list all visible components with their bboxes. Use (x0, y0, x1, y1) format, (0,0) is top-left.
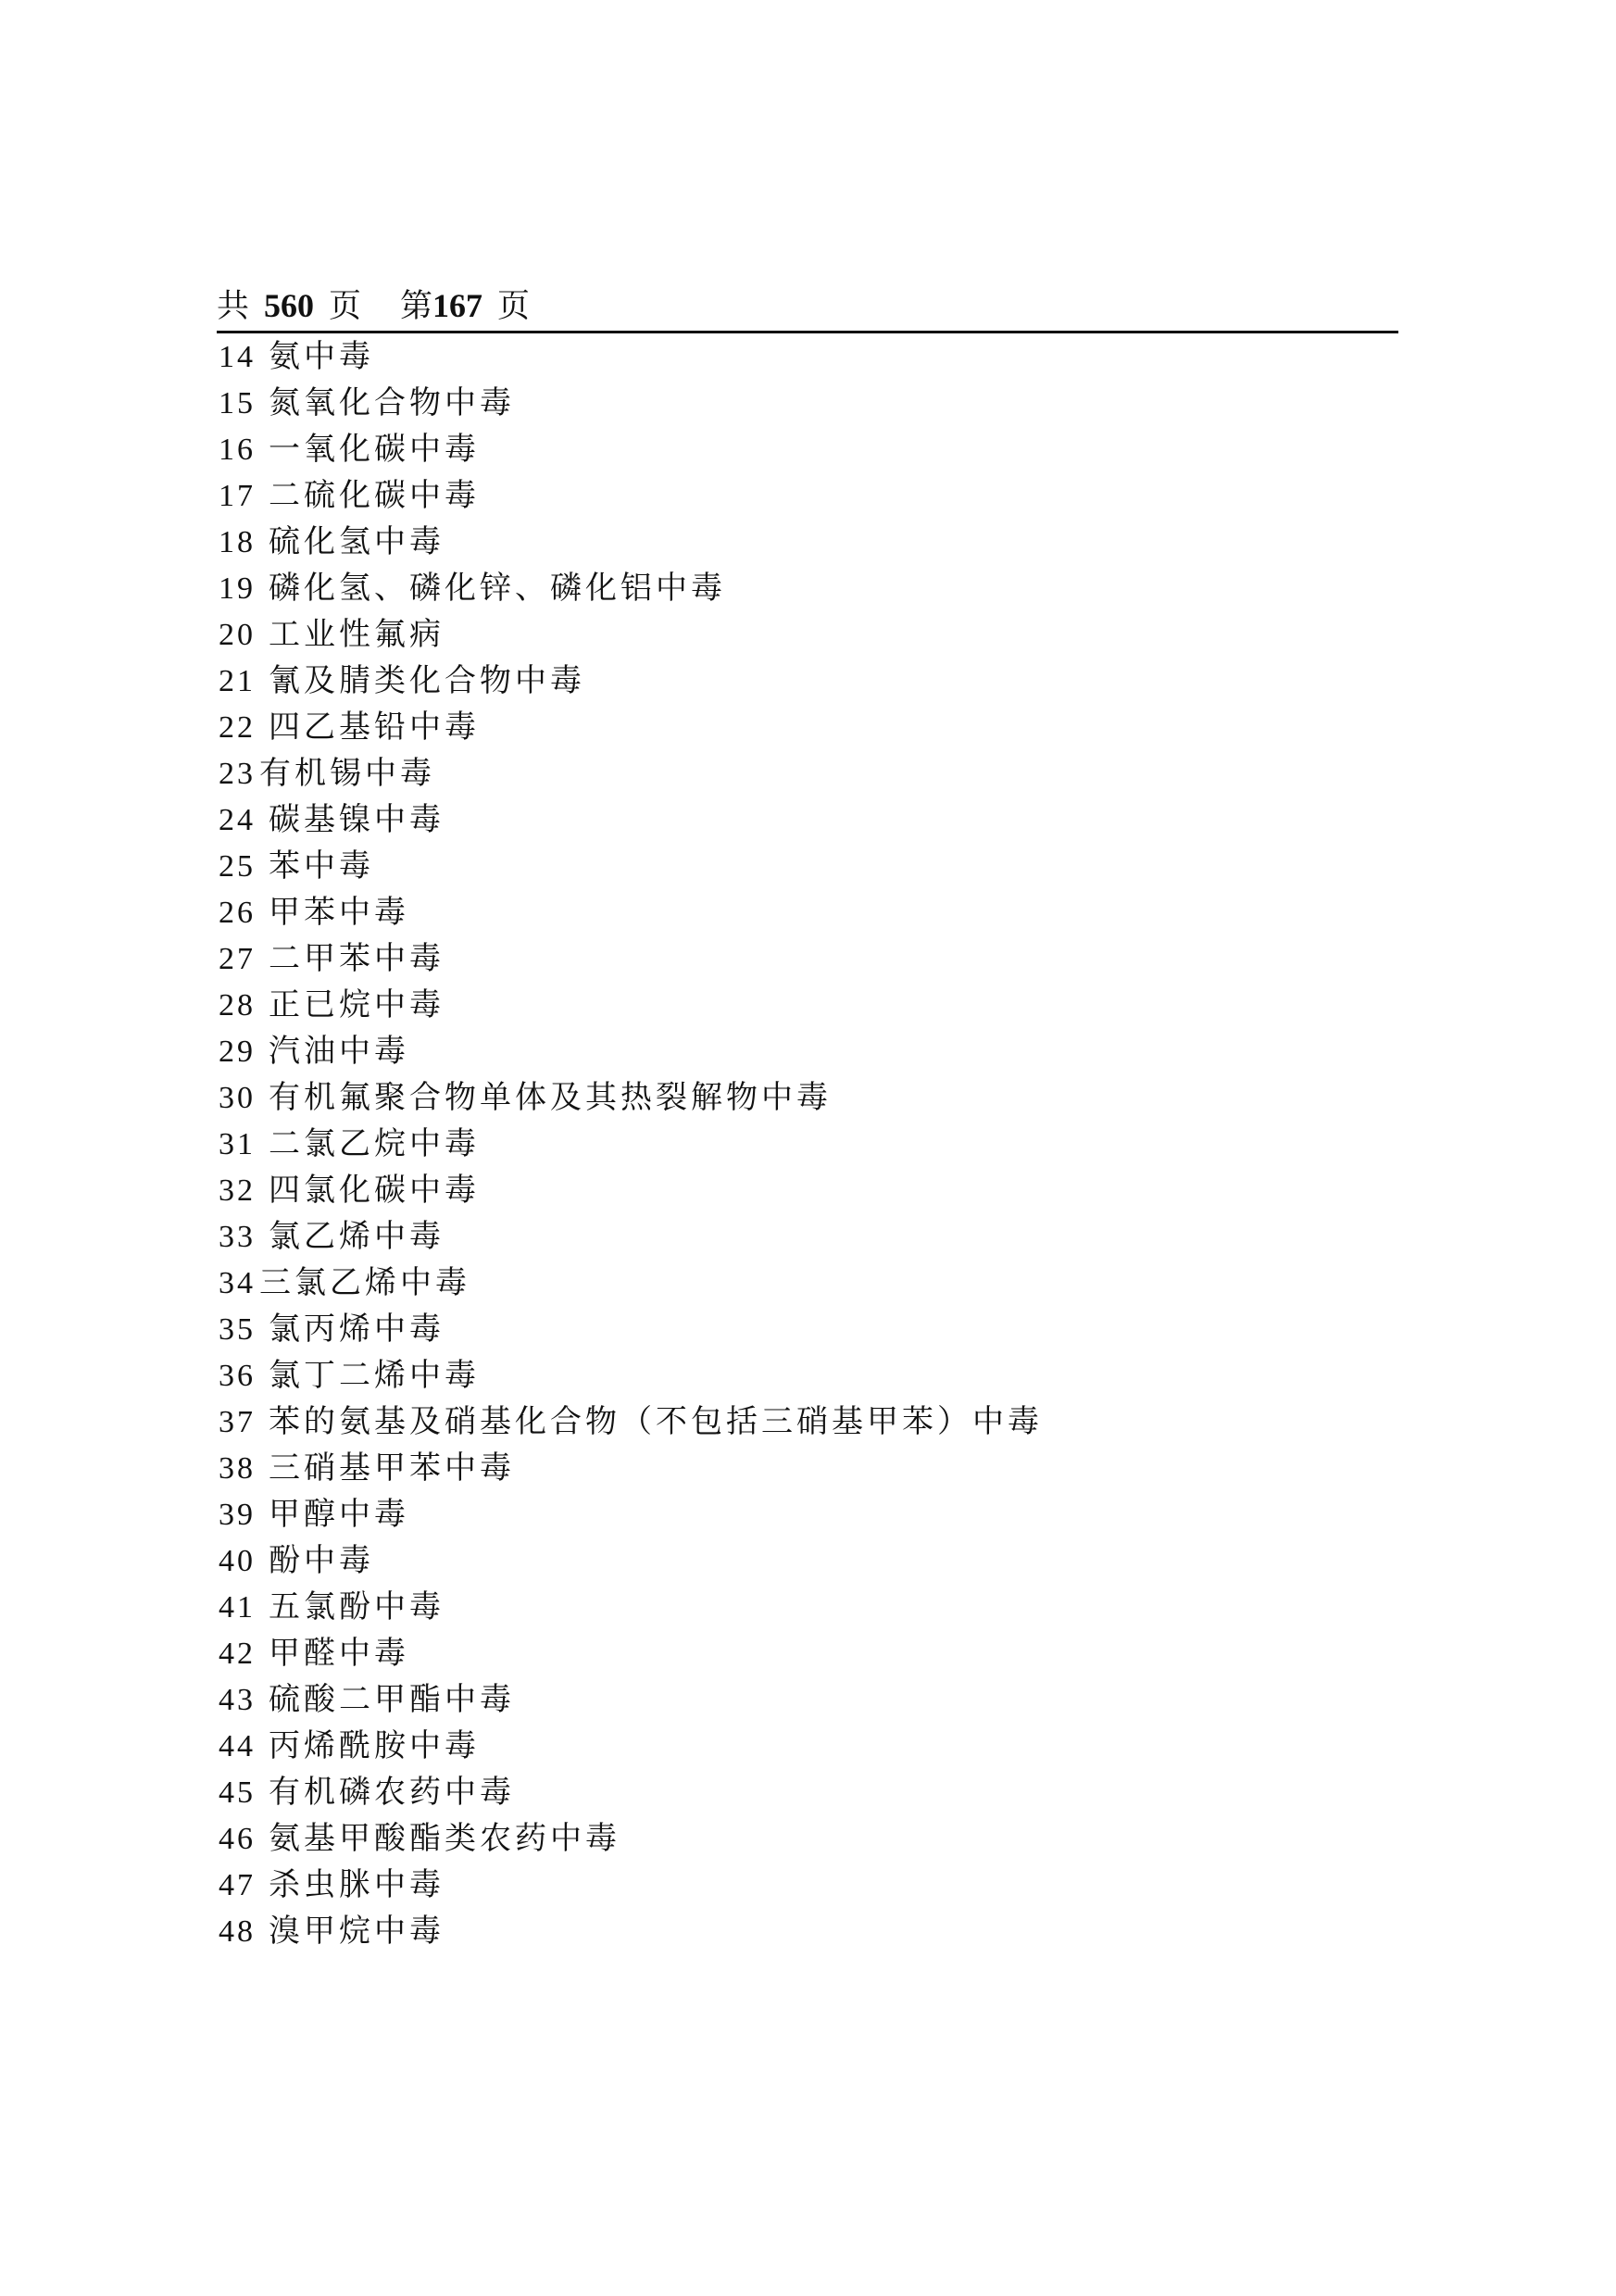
item-text: 酚中毒 (269, 1542, 374, 1579)
item-number: 15 (219, 386, 256, 420)
item-number: 46 (219, 1822, 256, 1856)
list-item (219, 426, 1043, 472)
current-prefix: 第 (400, 288, 433, 325)
item-text: 氯丁二烯中毒 (269, 1357, 480, 1394)
item-number: 24 (219, 803, 256, 837)
total-pages: 560 (264, 287, 315, 324)
item-text: 丙烯酰胺中毒 (269, 1727, 480, 1764)
list-item (219, 1260, 1043, 1306)
item-number: 27 (219, 942, 256, 976)
list-item (219, 704, 1043, 750)
list-item (219, 1862, 1043, 1908)
list-item (219, 843, 1043, 889)
item-number: 36 (219, 1359, 256, 1393)
item-number: 37 (219, 1405, 256, 1439)
item-number: 41 (219, 1590, 256, 1625)
item-text: 溴甲烷中毒 (269, 1913, 445, 1950)
list-item (219, 1352, 1043, 1399)
item-number: 21 (219, 664, 256, 698)
list-item (219, 750, 1043, 797)
list-item (219, 935, 1043, 982)
item-number: 19 (219, 571, 256, 606)
list-item (219, 1306, 1043, 1352)
item-number: 35 (219, 1312, 256, 1347)
list-item (219, 1121, 1043, 1167)
list-item (219, 797, 1043, 843)
total-prefix: 共 (217, 288, 250, 325)
item-text: 四氯化碳中毒 (269, 1172, 480, 1209)
page-count (217, 285, 530, 327)
item-number: 32 (219, 1173, 256, 1208)
current-page: 167 (432, 287, 483, 324)
list-item (219, 1908, 1043, 1954)
list-item (219, 1676, 1043, 1723)
list-item (219, 889, 1043, 935)
item-number: 43 (219, 1683, 256, 1717)
list-item (219, 1815, 1043, 1862)
list-item (219, 565, 1043, 611)
item-number: 42 (219, 1637, 256, 1671)
list-item (219, 1074, 1043, 1121)
item-text: 杀虫脒中毒 (269, 1866, 445, 1903)
item-number: 48 (219, 1914, 256, 1949)
list-item (219, 1584, 1043, 1630)
list-item (219, 1445, 1043, 1491)
item-text: 三硝基甲苯中毒 (269, 1449, 515, 1487)
item-text: 有机锡中毒 (259, 755, 435, 792)
item-number: 45 (219, 1775, 256, 1810)
list-item (219, 1769, 1043, 1815)
item-number: 23 (219, 757, 256, 791)
page-header (217, 278, 1398, 333)
item-number: 25 (219, 849, 256, 884)
item-text: 氨基甲酸酯类农药中毒 (269, 1820, 620, 1857)
disease-list (219, 333, 1043, 1954)
item-text: 工业性氟病 (269, 616, 445, 653)
item-text: 氰及腈类化合物中毒 (269, 662, 585, 699)
item-number: 30 (219, 1081, 256, 1115)
list-item (219, 1399, 1043, 1445)
item-text: 硫化氢中毒 (269, 523, 445, 560)
item-text: 甲醇中毒 (269, 1496, 409, 1533)
list-item (219, 333, 1043, 380)
list-item (219, 1630, 1043, 1676)
list-item (219, 1537, 1043, 1584)
item-number: 17 (219, 479, 256, 513)
item-text: 二氯乙烷中毒 (269, 1125, 480, 1162)
item-text: 甲苯中毒 (269, 894, 409, 931)
item-text: 三氯乙烯中毒 (259, 1264, 470, 1301)
item-number: 47 (219, 1868, 256, 1902)
total-suffix: 页 (329, 288, 362, 325)
item-number: 18 (219, 525, 256, 559)
list-item (219, 1167, 1043, 1213)
item-text: 有机磷农药中毒 (269, 1774, 515, 1811)
item-text: 正已烷中毒 (269, 986, 445, 1023)
item-number: 31 (219, 1127, 256, 1161)
item-number: 14 (219, 340, 256, 374)
item-text: 一氧化碳中毒 (269, 431, 480, 468)
item-text: 磷化氢、磷化锌、磷化铝中毒 (269, 570, 726, 607)
list-item (219, 472, 1043, 519)
item-number: 26 (219, 896, 256, 930)
current-suffix: 页 (497, 288, 531, 325)
item-text: 硫酸二甲酯中毒 (269, 1681, 515, 1718)
list-item (219, 1723, 1043, 1769)
item-number: 39 (219, 1498, 256, 1532)
item-text: 氯丙烯中毒 (269, 1311, 445, 1348)
item-number: 28 (219, 988, 256, 1023)
list-item (219, 1213, 1043, 1260)
item-text: 二甲苯中毒 (269, 940, 445, 977)
list-item (219, 1028, 1043, 1074)
item-text: 汽油中毒 (269, 1033, 409, 1070)
item-number: 29 (219, 1035, 256, 1069)
item-text: 氮氧化合物中毒 (269, 384, 515, 421)
list-item (219, 519, 1043, 565)
item-text: 有机氟聚合物单体及其热裂解物中毒 (269, 1079, 832, 1116)
item-text: 二硫化碳中毒 (269, 477, 480, 514)
item-text: 五氯酚中毒 (269, 1588, 445, 1625)
list-item (219, 611, 1043, 658)
item-text: 氨中毒 (269, 338, 374, 375)
item-number: 33 (219, 1220, 256, 1254)
list-item (219, 380, 1043, 426)
item-number: 22 (219, 710, 256, 745)
list-item (219, 1491, 1043, 1537)
item-number: 44 (219, 1729, 256, 1763)
item-text: 甲醛中毒 (269, 1635, 409, 1672)
list-item (219, 982, 1043, 1028)
item-number: 16 (219, 433, 256, 467)
list-item (219, 658, 1043, 704)
item-text: 苯中毒 (269, 847, 374, 885)
item-number: 34 (219, 1266, 256, 1300)
item-number: 20 (219, 618, 256, 652)
item-text: 碳基镍中毒 (269, 801, 445, 838)
item-number: 40 (219, 1544, 256, 1578)
item-number: 38 (219, 1451, 256, 1486)
item-text: 四乙基铅中毒 (269, 709, 480, 746)
item-text: 氯乙烯中毒 (269, 1218, 445, 1255)
item-text: 苯的氨基及硝基化合物（不包括三硝基甲苯）中毒 (269, 1403, 1043, 1440)
